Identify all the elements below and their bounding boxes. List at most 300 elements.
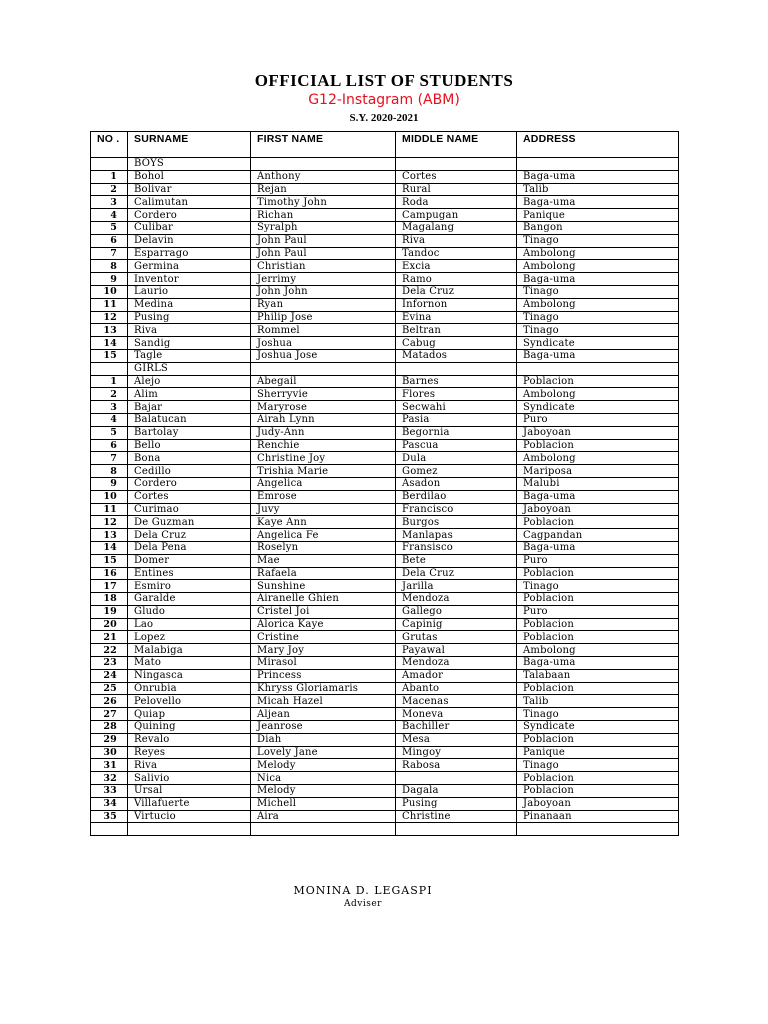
student-address: Talib xyxy=(517,183,679,196)
student-middle-name: Grutas xyxy=(396,631,517,644)
student-number: 10 xyxy=(91,285,128,298)
student-surname: Curimao xyxy=(128,503,251,516)
group-header-row xyxy=(91,158,679,171)
student-number: 14 xyxy=(91,541,128,554)
student-surname: Riva xyxy=(128,324,251,337)
student-row xyxy=(91,541,679,554)
student-number: 15 xyxy=(91,554,128,567)
roster-body xyxy=(91,158,679,836)
student-first-name: Airah Lynn xyxy=(251,413,396,426)
student-middle-name: Abanto xyxy=(396,682,517,695)
student-middle-name: Evina xyxy=(396,311,517,324)
student-surname: Entines xyxy=(128,567,251,580)
student-address: Poblacion xyxy=(517,682,679,695)
student-row xyxy=(91,554,679,567)
student-first-name: Aira xyxy=(251,810,396,823)
student-number: 33 xyxy=(91,785,128,798)
student-first-name: Abegail xyxy=(251,375,396,388)
student-surname: Ningasca xyxy=(128,669,251,682)
student-number: 9 xyxy=(91,477,128,490)
student-first-name: Renchie xyxy=(251,439,396,452)
student-surname: Malabiga xyxy=(128,644,251,657)
student-middle-name: Cabug xyxy=(396,337,517,350)
student-middle-name: Bete xyxy=(396,554,517,567)
empty-cell xyxy=(396,362,517,375)
student-number: 10 xyxy=(91,490,128,503)
student-row xyxy=(91,426,679,439)
student-first-name: Khryss Gloriamaris xyxy=(251,682,396,695)
student-row xyxy=(91,477,679,490)
student-surname: Riva xyxy=(128,759,251,772)
student-middle-name: Mingoy xyxy=(396,746,517,759)
student-number: 16 xyxy=(91,567,128,580)
student-number: 3 xyxy=(91,196,128,209)
student-number: 21 xyxy=(91,631,128,644)
student-address: Baga-uma xyxy=(517,490,679,503)
school-year: S.Y. 2020-2021 xyxy=(349,112,419,124)
student-first-name: Maryrose xyxy=(251,401,396,414)
student-surname: Bona xyxy=(128,452,251,465)
student-first-name: Melody xyxy=(251,785,396,798)
column-header-no: NO . xyxy=(91,132,128,158)
student-row xyxy=(91,529,679,542)
student-number: 7 xyxy=(91,247,128,260)
student-address: Baga-uma xyxy=(517,273,679,286)
student-row xyxy=(91,413,679,426)
student-first-name: Princess xyxy=(251,669,396,682)
student-first-name: Judy-Ann xyxy=(251,426,396,439)
student-address: Ambolong xyxy=(517,644,679,657)
student-address: Baga-uma xyxy=(517,657,679,670)
student-number: 34 xyxy=(91,797,128,810)
student-first-name: Philip Jose xyxy=(251,311,396,324)
student-first-name: Ryan xyxy=(251,298,396,311)
student-middle-name: Francisco xyxy=(396,503,517,516)
student-address: Poblacion xyxy=(517,772,679,785)
student-address: Tinago xyxy=(517,234,679,247)
student-surname: Salivio xyxy=(128,772,251,785)
student-row xyxy=(91,721,679,734)
student-number: 20 xyxy=(91,618,128,631)
group-label: BOYS xyxy=(128,158,251,171)
student-surname: Culibar xyxy=(128,221,251,234)
student-address: Tinago xyxy=(517,324,679,337)
student-surname: Laurio xyxy=(128,285,251,298)
student-first-name: Richan xyxy=(251,209,396,222)
student-number: 13 xyxy=(91,529,128,542)
student-first-name: Alorica Kaye xyxy=(251,618,396,631)
student-middle-name: Riva xyxy=(396,234,517,247)
student-address: Poblacion xyxy=(517,516,679,529)
student-surname: Bohol xyxy=(128,170,251,183)
student-first-name: Nica xyxy=(251,772,396,785)
student-address: Cagpandan xyxy=(517,529,679,542)
student-first-name: Christine Joy xyxy=(251,452,396,465)
document-title: OFFICIAL LIST OF STUDENTS xyxy=(254,71,514,90)
student-address: Tinago xyxy=(517,580,679,593)
student-number: 1 xyxy=(91,170,128,183)
student-surname: Bajar xyxy=(128,401,251,414)
student-first-name: Kaye Ann xyxy=(251,516,396,529)
student-surname: Balatucan xyxy=(128,413,251,426)
student-surname: Sandig xyxy=(128,337,251,350)
student-surname: Cedillo xyxy=(128,465,251,478)
student-middle-name: Barnes xyxy=(396,375,517,388)
student-row xyxy=(91,260,679,273)
student-surname: Bartolay xyxy=(128,426,251,439)
student-middle-name: Rural xyxy=(396,183,517,196)
student-surname: Gludo xyxy=(128,605,251,618)
student-row xyxy=(91,337,679,350)
student-address: Pinanaan xyxy=(517,810,679,823)
student-first-name: Jerrimy xyxy=(251,273,396,286)
student-surname: Villafuerte xyxy=(128,797,251,810)
student-middle-name: Matados xyxy=(396,349,517,362)
student-surname: Alim xyxy=(128,388,251,401)
student-row xyxy=(91,567,679,580)
student-address: Talib xyxy=(517,695,679,708)
student-middle-name: Manlapas xyxy=(396,529,517,542)
student-middle-name: Roda xyxy=(396,196,517,209)
student-row xyxy=(91,170,679,183)
student-middle-name: Beltran xyxy=(396,324,517,337)
student-surname: De Guzman xyxy=(128,516,251,529)
student-middle-name: Pasia xyxy=(396,413,517,426)
student-first-name: Lovely Jane xyxy=(251,746,396,759)
student-row xyxy=(91,273,679,286)
student-first-name: Airanelle Ghien xyxy=(251,593,396,606)
student-first-name: Jeanrose xyxy=(251,721,396,734)
student-row xyxy=(91,516,679,529)
student-middle-name: Mendoza xyxy=(396,657,517,670)
student-middle-name: Begornia xyxy=(396,426,517,439)
student-middle-name: Tandoc xyxy=(396,247,517,260)
student-address: Poblacion xyxy=(517,375,679,388)
student-number: 15 xyxy=(91,349,128,362)
student-surname: Lao xyxy=(128,618,251,631)
student-number: 35 xyxy=(91,810,128,823)
student-row xyxy=(91,388,679,401)
student-row xyxy=(91,503,679,516)
student-surname: Revalo xyxy=(128,733,251,746)
student-row xyxy=(91,490,679,503)
student-first-name: Michell xyxy=(251,797,396,810)
group-no-cell xyxy=(91,158,128,171)
student-surname: Cordero xyxy=(128,477,251,490)
student-first-name: John Paul xyxy=(251,234,396,247)
student-row xyxy=(91,580,679,593)
student-row xyxy=(91,785,679,798)
student-surname: Virtucio xyxy=(128,810,251,823)
column-header-middle-name: MIDDLE NAME xyxy=(396,132,517,158)
student-address: Ambolong xyxy=(517,388,679,401)
student-row xyxy=(91,772,679,785)
student-middle-name: Excia xyxy=(396,260,517,273)
adviser-name: MONINA D. LEGASPI xyxy=(293,884,433,897)
student-surname: Esmiro xyxy=(128,580,251,593)
student-first-name: Mirasol xyxy=(251,657,396,670)
student-row xyxy=(91,247,679,260)
student-row xyxy=(91,324,679,337)
student-row xyxy=(91,657,679,670)
student-middle-name: Asadon xyxy=(396,477,517,490)
empty-cell xyxy=(396,823,517,836)
student-address: Panique xyxy=(517,209,679,222)
student-surname: Inventor xyxy=(128,273,251,286)
student-surname: Alejo xyxy=(128,375,251,388)
student-middle-name: Burgos xyxy=(396,516,517,529)
student-address: Ambolong xyxy=(517,260,679,273)
student-surname: Bello xyxy=(128,439,251,452)
student-row xyxy=(91,221,679,234)
student-address: Syndicate xyxy=(517,337,679,350)
student-number: 8 xyxy=(91,260,128,273)
student-number: 3 xyxy=(91,401,128,414)
student-middle-name: Dagala xyxy=(396,785,517,798)
blank-row xyxy=(91,823,679,836)
student-number: 14 xyxy=(91,337,128,350)
empty-cell xyxy=(517,362,679,375)
student-number: 12 xyxy=(91,516,128,529)
student-number: 27 xyxy=(91,708,128,721)
student-number: 23 xyxy=(91,657,128,670)
student-first-name: John John xyxy=(251,285,396,298)
student-number: 6 xyxy=(91,234,128,247)
student-address: Tinago xyxy=(517,285,679,298)
student-address: Baga-uma xyxy=(517,196,679,209)
student-surname: Pusing xyxy=(128,311,251,324)
student-row xyxy=(91,209,679,222)
student-address: Baga-uma xyxy=(517,170,679,183)
student-middle-name: Jarilla xyxy=(396,580,517,593)
student-address: Tinago xyxy=(517,311,679,324)
student-row xyxy=(91,682,679,695)
student-middle-name: Flores xyxy=(396,388,517,401)
empty-cell xyxy=(91,823,128,836)
student-address: Malubi xyxy=(517,477,679,490)
student-surname: Medina xyxy=(128,298,251,311)
student-row xyxy=(91,439,679,452)
student-row xyxy=(91,285,679,298)
student-row xyxy=(91,746,679,759)
student-first-name: Diah xyxy=(251,733,396,746)
column-header-first-name: FIRST NAME xyxy=(251,132,396,158)
student-middle-name: Ramo xyxy=(396,273,517,286)
student-first-name: Joshua xyxy=(251,337,396,350)
student-first-name: Juvy xyxy=(251,503,396,516)
student-number: 4 xyxy=(91,413,128,426)
student-surname: Reyes xyxy=(128,746,251,759)
student-row xyxy=(91,401,679,414)
student-address: Puro xyxy=(517,413,679,426)
student-first-name: Rafaela xyxy=(251,567,396,580)
group-no-cell xyxy=(91,362,128,375)
student-address: Puro xyxy=(517,605,679,618)
student-surname: Quiap xyxy=(128,708,251,721)
student-first-name: John Paul xyxy=(251,247,396,260)
student-number: 29 xyxy=(91,733,128,746)
student-first-name: Emrose xyxy=(251,490,396,503)
student-row xyxy=(91,733,679,746)
student-middle-name: Fransisco xyxy=(396,541,517,554)
student-surname: Cortes xyxy=(128,490,251,503)
student-row xyxy=(91,618,679,631)
student-number: 19 xyxy=(91,605,128,618)
empty-cell xyxy=(517,823,679,836)
empty-cell xyxy=(396,158,517,171)
student-row xyxy=(91,669,679,682)
student-first-name: Trishia Marie xyxy=(251,465,396,478)
student-address: Poblacion xyxy=(517,439,679,452)
group-header-row xyxy=(91,362,679,375)
student-first-name: Micah Hazel xyxy=(251,695,396,708)
student-middle-name: Dela Cruz xyxy=(396,285,517,298)
student-roster-table xyxy=(90,131,679,836)
student-address: Bangon xyxy=(517,221,679,234)
student-address: Syndicate xyxy=(517,721,679,734)
student-address: Talabaan xyxy=(517,669,679,682)
student-middle-name: Magalang xyxy=(396,221,517,234)
student-surname: Esparrago xyxy=(128,247,251,260)
student-row xyxy=(91,810,679,823)
section-name: G12-Instagram (ABM) xyxy=(308,92,460,108)
student-number: 11 xyxy=(91,298,128,311)
student-row xyxy=(91,298,679,311)
student-middle-name: Rabosa xyxy=(396,759,517,772)
student-row xyxy=(91,708,679,721)
student-row xyxy=(91,183,679,196)
empty-cell xyxy=(517,158,679,171)
empty-cell xyxy=(128,823,251,836)
student-row xyxy=(91,695,679,708)
student-middle-name: Christine xyxy=(396,810,517,823)
student-middle-name: Capinig xyxy=(396,618,517,631)
student-address: Panique xyxy=(517,746,679,759)
student-row xyxy=(91,234,679,247)
student-number: 26 xyxy=(91,695,128,708)
student-row xyxy=(91,631,679,644)
student-number: 18 xyxy=(91,593,128,606)
student-middle-name xyxy=(396,772,517,785)
student-surname: Onrubia xyxy=(128,682,251,695)
student-number: 28 xyxy=(91,721,128,734)
student-number: 13 xyxy=(91,324,128,337)
student-middle-name: Pascua xyxy=(396,439,517,452)
student-first-name: Sunshine xyxy=(251,580,396,593)
student-number: 31 xyxy=(91,759,128,772)
student-middle-name: Cortes xyxy=(396,170,517,183)
student-number: 12 xyxy=(91,311,128,324)
student-row xyxy=(91,593,679,606)
empty-cell xyxy=(251,823,396,836)
student-row xyxy=(91,375,679,388)
student-first-name: Anthony xyxy=(251,170,396,183)
student-address: Poblacion xyxy=(517,593,679,606)
student-address: Jaboyoan xyxy=(517,797,679,810)
student-number: 9 xyxy=(91,273,128,286)
student-middle-name: Secwahi xyxy=(396,401,517,414)
student-surname: Calimutan xyxy=(128,196,251,209)
student-first-name: Sherryvie xyxy=(251,388,396,401)
table-header-row xyxy=(91,132,679,158)
student-address: Jaboyoan xyxy=(517,426,679,439)
student-middle-name: Macenas xyxy=(396,695,517,708)
student-address: Ambolong xyxy=(517,298,679,311)
student-row xyxy=(91,311,679,324)
column-header-surname: SURNAME xyxy=(128,132,251,158)
empty-cell xyxy=(251,158,396,171)
adviser-role: Adviser xyxy=(344,899,382,909)
empty-cell xyxy=(251,362,396,375)
student-address: Poblacion xyxy=(517,567,679,580)
student-address: Mariposa xyxy=(517,465,679,478)
student-number: 2 xyxy=(91,183,128,196)
student-first-name: Cristel Joi xyxy=(251,605,396,618)
student-number: 32 xyxy=(91,772,128,785)
student-row xyxy=(91,452,679,465)
student-middle-name: Dela Cruz xyxy=(396,567,517,580)
student-row xyxy=(91,759,679,772)
student-surname: Dela Cruz xyxy=(128,529,251,542)
student-number: 30 xyxy=(91,746,128,759)
student-middle-name: Pusing xyxy=(396,797,517,810)
student-first-name: Joshua Jose xyxy=(251,349,396,362)
student-middle-name: Mendoza xyxy=(396,593,517,606)
student-first-name: Syralph xyxy=(251,221,396,234)
student-middle-name: Infornon xyxy=(396,298,517,311)
student-surname: Pelovello xyxy=(128,695,251,708)
column-header-address: ADDRESS xyxy=(517,132,679,158)
group-label: GIRLS xyxy=(128,362,251,375)
student-number: 7 xyxy=(91,452,128,465)
student-first-name: Rejan xyxy=(251,183,396,196)
student-surname: Delavin xyxy=(128,234,251,247)
student-number: 8 xyxy=(91,465,128,478)
student-number: 2 xyxy=(91,388,128,401)
student-address: Ambolong xyxy=(517,452,679,465)
student-surname: Ursal xyxy=(128,785,251,798)
student-surname: Bolivar xyxy=(128,183,251,196)
student-surname: Germina xyxy=(128,260,251,273)
student-address: Poblacion xyxy=(517,733,679,746)
student-number: 4 xyxy=(91,209,128,222)
student-number: 22 xyxy=(91,644,128,657)
student-first-name: Rommel xyxy=(251,324,396,337)
student-first-name: Christian xyxy=(251,260,396,273)
student-first-name: Roselyn xyxy=(251,541,396,554)
student-first-name: Aljean xyxy=(251,708,396,721)
student-address: Syndicate xyxy=(517,401,679,414)
student-middle-name: Amador xyxy=(396,669,517,682)
student-middle-name: Payawal xyxy=(396,644,517,657)
student-middle-name: Mesa xyxy=(396,733,517,746)
student-first-name: Timothy John xyxy=(251,196,396,209)
student-first-name: Mary Joy xyxy=(251,644,396,657)
student-row xyxy=(91,644,679,657)
student-row xyxy=(91,605,679,618)
student-surname: Cordero xyxy=(128,209,251,222)
student-address: Poblacion xyxy=(517,785,679,798)
student-address: Poblacion xyxy=(517,618,679,631)
student-first-name: Angelica xyxy=(251,477,396,490)
student-address: Ambolong xyxy=(517,247,679,260)
student-first-name: Mae xyxy=(251,554,396,567)
student-surname: Tagle xyxy=(128,349,251,362)
student-middle-name: Gallego xyxy=(396,605,517,618)
student-row xyxy=(91,196,679,209)
student-number: 5 xyxy=(91,221,128,234)
student-number: 1 xyxy=(91,375,128,388)
